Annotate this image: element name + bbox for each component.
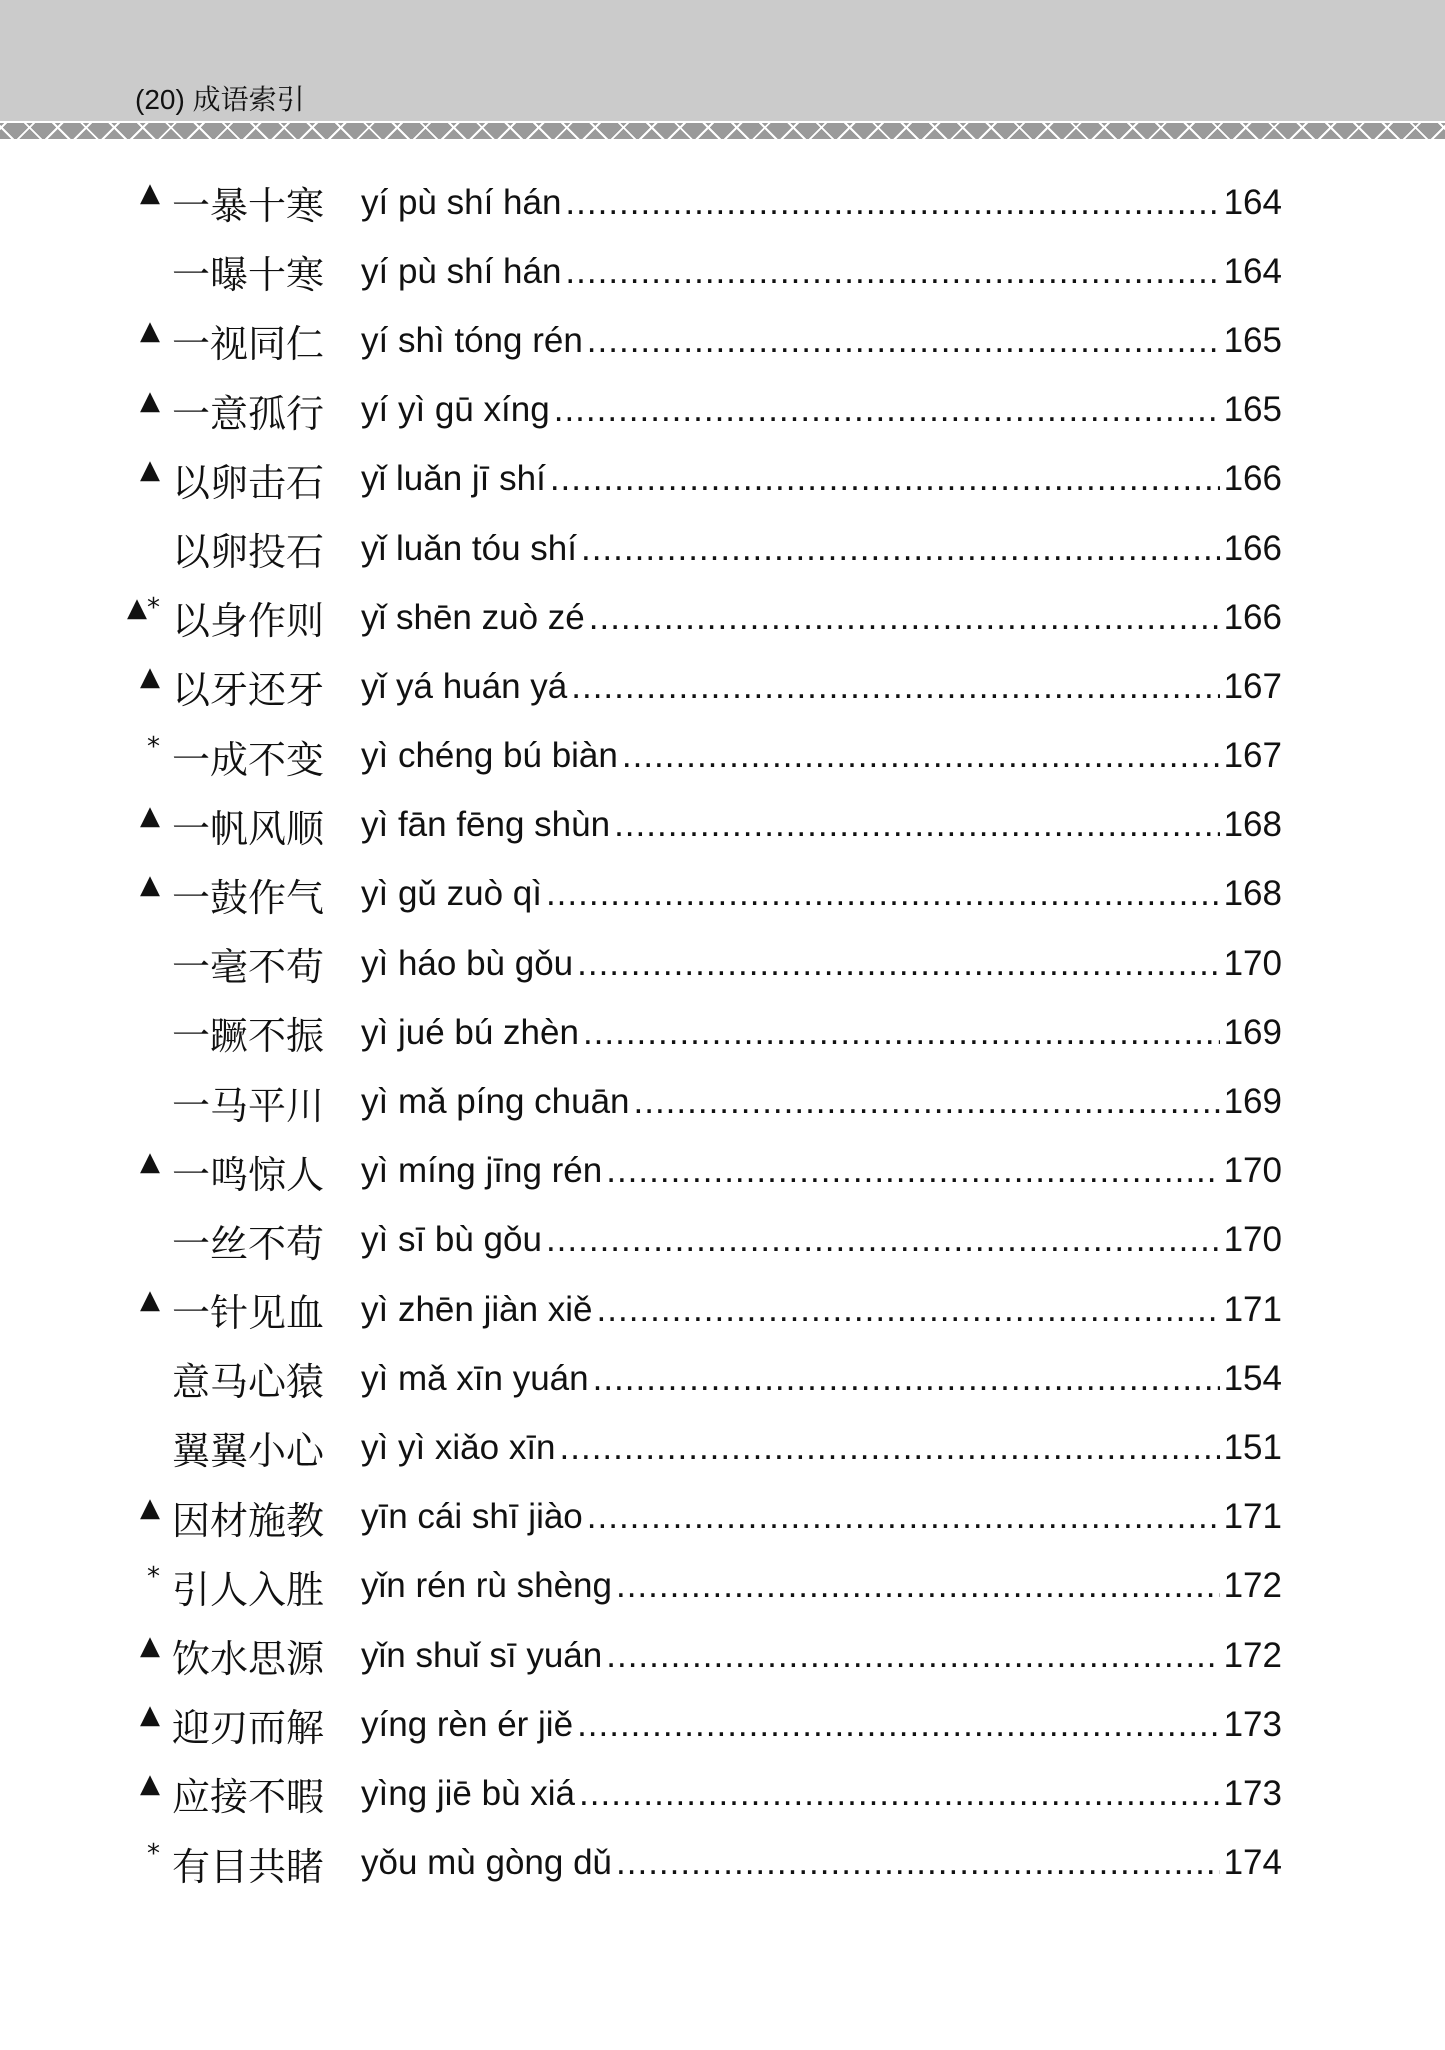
entry-mark: ▲ [140,800,160,831]
page-number: 172 [1223,1635,1282,1675]
index-entry [0,583,1445,652]
page-number: 170 [1223,1151,1282,1191]
index-entry [0,1275,1445,1344]
entry-mark: ▲ [140,1769,160,1800]
leader-dots [577,1705,1220,1745]
entry-mark: ▲ [140,662,160,693]
index-entry [0,306,1445,375]
leader-dots [606,1636,1219,1676]
index-entry [0,514,1445,583]
entry-mark: ▲ [140,1285,160,1315]
idiom-text: 有目共睹 [171,1844,324,1889]
entry-mark: ▲* [127,593,160,624]
page-number: 173 [1223,1704,1282,1744]
pinyin-text: yì míng jīng rén [361,1151,603,1191]
entry-mark: * [147,1561,160,1592]
page-number: 169 [1223,1082,1282,1122]
idiom-index-list [0,168,1445,1898]
page-number: 165 [1223,320,1282,360]
index-entry [0,376,1445,445]
pinyin-text: yí shì tóng rén [361,320,583,360]
page-number: 167 [1223,736,1282,776]
entry-mark: ▲ [140,178,160,208]
pinyin-text: yì gǔ zuò qì [361,874,542,914]
leader-dots [622,736,1220,776]
leader-dots [589,598,1220,638]
idiom-text: 一针见血 [171,1291,324,1336]
leader-dots [565,252,1219,292]
idiom-text: 意马心猿 [171,1360,324,1405]
idiom-text: 一鼓作气 [171,875,324,920]
decorative-border [0,121,1445,141]
index-entry [0,1829,1445,1898]
leader-dots [581,529,1220,569]
index-entry [0,860,1445,929]
page-number: 171 [1223,1289,1282,1329]
leader-dots [587,321,1220,361]
idiom-text: 饮水思源 [171,1637,324,1682]
pinyin-text: yǐ luǎn jī shí [361,459,546,499]
idiom-text: 引人入胜 [171,1567,324,1612]
leader-dots [616,1843,1220,1883]
idiom-text: 一毫不苟 [171,945,324,990]
page-number: 154 [1223,1358,1282,1398]
pinyin-text: yì chéng bú biàn [361,736,618,776]
page-number: 166 [1223,459,1282,499]
idiom-text: 一成不变 [171,737,324,782]
idiom-text: 应接不暇 [171,1775,324,1820]
page-number: 167 [1223,666,1282,706]
idiom-text: 一意孤行 [171,391,324,436]
leader-dots [593,1359,1220,1399]
index-entry [0,998,1445,1067]
page-number: 166 [1223,528,1282,568]
pinyin-text: yí pù shí hán [361,182,562,222]
entry-mark: ▲ [140,1630,160,1661]
header-title: (20) 成语索引 [135,84,305,115]
pinyin-text: yǐ shēn zuò zé [361,597,585,637]
page-number: 173 [1223,1773,1282,1813]
pinyin-text: yì zhēn jiàn xiě [361,1289,593,1329]
page-number: 166 [1223,597,1282,637]
idiom-text: 一暴十寒 [171,184,324,229]
idiom-text: 一丝不苟 [171,1221,324,1266]
entry-mark: ▲ [140,1492,160,1523]
leader-dots [565,183,1219,223]
index-entry [0,722,1445,791]
pinyin-text: yì háo bù gǒu [361,943,574,983]
pinyin-text: yìng jiē bù xiá [361,1773,576,1813]
pinyin-text: yǐn shuǐ sī yuán [361,1635,603,1675]
leader-dots [606,1151,1219,1191]
index-entry [0,237,1445,306]
entry-mark: ▲ [140,316,160,347]
pinyin-text: yǐ yá huán yá [361,666,568,706]
pinyin-text: yǒu mù gòng dǔ [361,1843,613,1883]
page-number: 169 [1223,1012,1282,1052]
leader-dots [546,1220,1220,1260]
leader-dots [571,667,1219,707]
idiom-text: 以身作则 [171,599,324,644]
leader-dots [597,1290,1220,1330]
page-number: 164 [1223,182,1282,222]
idiom-text: 迎刃而解 [171,1706,324,1751]
index-entry [0,1552,1445,1621]
page-number: 170 [1223,1220,1282,1260]
index-entry [0,1690,1445,1759]
page-number: 171 [1223,1497,1282,1537]
index-entry [0,1067,1445,1136]
entry-mark: ▲ [140,1146,160,1177]
index-entry [0,1206,1445,1275]
idiom-text: 因材施教 [171,1498,324,1543]
pinyin-text: yì yì xiǎo xīn [361,1427,556,1467]
pinyin-text: yì mǎ píng chuān [361,1082,630,1122]
entry-mark: ▲ [140,1700,160,1731]
leader-dots [579,1774,1220,1814]
index-entry [0,168,1445,237]
idiom-text: 一帆风顺 [171,806,324,851]
idiom-text: 一蹶不振 [171,1014,324,1059]
index-entry [0,1621,1445,1690]
page-number: 165 [1223,390,1282,430]
pinyin-text: yīn cái shī jiào [361,1497,583,1537]
idiom-text: 一鸣惊人 [171,1152,324,1197]
index-entry [0,1483,1445,1552]
leader-dots [554,390,1220,430]
index-entry [0,1344,1445,1413]
pinyin-text: yì sī bù gǒu [361,1220,542,1260]
pinyin-text: yì mǎ xīn yuán [361,1358,589,1398]
idiom-text: 一视同仁 [171,322,324,367]
entry-mark: * [147,731,160,762]
idiom-text: 以卵投石 [171,530,324,575]
index-entry [0,1759,1445,1828]
leader-dots [614,805,1220,845]
entry-mark: ▲ [140,869,160,900]
entry-mark: ▲ [140,454,160,485]
idiom-text: 以卵击石 [171,460,324,505]
index-entry [0,929,1445,998]
page-header [0,0,1445,121]
pinyin-text: yí yì gū xíng [361,390,550,430]
pinyin-text: yǐ luǎn tóu shí [361,528,577,568]
page-number: 168 [1223,805,1282,845]
idiom-text: 以牙还牙 [171,668,324,713]
pinyin-text: yì fān fēng shùn [361,805,611,845]
index-entry [0,445,1445,514]
page-number: 168 [1223,874,1282,914]
idiom-text: 一曝十寒 [171,253,324,298]
index-entry [0,652,1445,721]
leader-dots [550,459,1220,499]
pinyin-text: yí pù shí hán [361,251,562,291]
idiom-text: 一马平川 [171,1083,324,1128]
leader-dots [560,1428,1220,1468]
idiom-text: 翼翼小心 [171,1429,324,1474]
entry-mark: ▲ [140,385,160,416]
leader-dots [546,874,1220,914]
page-number: 174 [1223,1843,1282,1883]
leader-dots [577,944,1219,984]
leader-dots [616,1566,1220,1606]
index-entry [0,1413,1445,1482]
page-number: 170 [1223,943,1282,983]
page-number: 172 [1223,1566,1282,1606]
page-number: 151 [1223,1427,1282,1467]
index-entry [0,1137,1445,1206]
leader-dots [587,1497,1220,1537]
pinyin-text: yǐn rén rù shèng [361,1566,612,1606]
entry-mark: * [147,1838,160,1869]
index-entry [0,791,1445,860]
leader-dots [583,1013,1220,1053]
pinyin-text: yì jué bú zhèn [361,1012,579,1052]
leader-dots [634,1082,1220,1122]
page-number: 164 [1223,251,1282,291]
pinyin-text: yíng rèn ér jiě [361,1704,574,1744]
